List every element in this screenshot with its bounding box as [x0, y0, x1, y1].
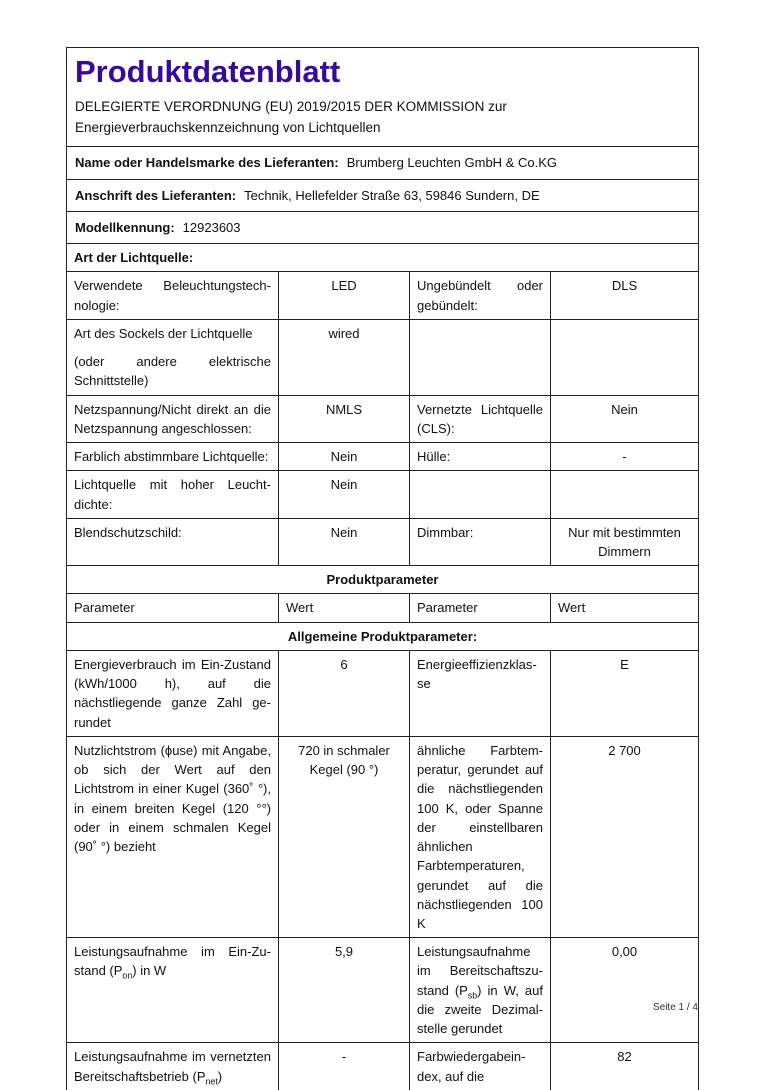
param-label: Art des Sockels der Lichtquelle — [74, 325, 253, 341]
regulation-text: DELEGIERTE VERORDNUNG (EU) 2019/2015 DER KOMMISSION zur Energieverbrauchskennzeichnung von Lichtquellen — [75, 98, 507, 135]
param-label: Energieverbrauch im Ein-Zustand (kWh/1000 h), auf die nächstliegende ganze Zahl gerundet — [67, 650, 279, 736]
column-header: Wert — [279, 594, 410, 622]
general-parameters-subheading: Allgemeine Produktparameter: — [67, 622, 699, 650]
column-header: Parameter — [67, 594, 279, 622]
model-id-row — [67, 211, 699, 243]
param-value: - — [279, 1043, 410, 1090]
param-label: Ungebündelt oder gebündelt: — [410, 272, 551, 319]
column-header: Parameter — [410, 594, 551, 622]
general-parameters-subheading-row — [67, 622, 699, 650]
column-header: Wert — [551, 594, 699, 622]
supplier-address-row — [67, 179, 699, 211]
param-label: Vernetzte Lichtquelle (CLS): — [410, 395, 551, 442]
subscript: sb — [467, 990, 478, 1001]
subscript: on — [122, 971, 133, 982]
param-label: Leistungsaufnahme im Bereitschaftszustand $(P_{sb})$ in W, auf die zweite Dezimalstelle gerundet — [410, 938, 551, 1043]
table-row — [67, 395, 699, 442]
page-number: Seite 1 / 4 — [652, 1002, 698, 1013]
param-value — [551, 471, 699, 518]
supplier-name-label: Name oder Handelsmarke des Lieferanten: — [75, 155, 339, 171]
param-label: Nutzlichtstrom (ϕuse) mit Angabe, ob sich der Wert auf den Lichtstrom in einer Kugel (360˚ °), in einem breiten Kegel (120 °°) oder in einem schmalen Kegel (90˚ °) bezieht — [67, 736, 279, 937]
param-label: Lichtquelle mit hoher Leuchtdichte: — [67, 471, 279, 518]
light-source-type-heading-row — [67, 244, 699, 272]
param-value: Nein — [279, 443, 410, 471]
page-title: Produktdatenblatt — [75, 54, 341, 89]
param-value: DLS — [551, 272, 699, 319]
product-datasheet-table — [66, 47, 699, 1090]
table-row-clipped — [67, 1043, 699, 1090]
param-label — [410, 319, 551, 395]
table-row — [67, 650, 699, 736]
light-source-type-heading: Art der Lichtquelle: — [74, 250, 194, 266]
param-value: 82 — [551, 1043, 699, 1090]
param-value: E — [551, 650, 699, 736]
param-value: NMLS — [279, 395, 410, 442]
param-label: Farblich abstimmbare Lichtquelle: — [67, 443, 279, 471]
param-value: Nein — [279, 471, 410, 518]
param-label — [410, 471, 551, 518]
param-label: ähnliche Farbtemperatur, gerundet auf die nächstliegenden 100 K, oder Spanne der einstellbaren ähnlichen Farbtemperaturen, gerundet auf die nächstliegenden 100 K — [410, 736, 551, 937]
param-label-continued: (oder andere elektrische Schnittstelle) — [74, 354, 271, 389]
param-label: Hülle: — [410, 443, 551, 471]
product-parameters-heading: Produktparameter — [67, 566, 699, 594]
table-row — [67, 471, 699, 518]
param-label: Leistungsaufnahme im Ein-Zustand $(P_{on})$ in W — [67, 938, 279, 1043]
supplier-address-label: Anschrift des Lieferanten: — [75, 187, 237, 203]
param-value: Nein — [279, 518, 410, 565]
supplier-name-row — [67, 147, 699, 179]
param-value: Nein — [551, 395, 699, 442]
param-label: Netzspannung/Nicht direkt an die Netzspannung angeschlossen: — [67, 395, 279, 442]
param-value: wired — [279, 319, 410, 395]
table-row — [67, 518, 699, 565]
param-value — [551, 319, 699, 395]
param-value: 2 700 — [551, 736, 699, 937]
param-label: Blendschutzschild: — [67, 518, 279, 565]
param-value: 5,9 — [279, 938, 410, 1043]
table-row — [67, 938, 699, 1043]
model-id-label: Modellkennung: — [75, 219, 175, 235]
column-header-row — [67, 594, 699, 622]
param-value: LED — [279, 272, 410, 319]
param-value: Nur mit bestimmten Dimmern — [551, 518, 699, 565]
table-row — [67, 736, 699, 937]
param-label: Verwendete Beleuchtungstechnologie: — [67, 272, 279, 319]
supplier-address-value: Technik, Hellefelder Straße 63, 59846 Sundern, DE — [244, 187, 540, 203]
table-row — [67, 319, 699, 395]
supplier-name-value: Brumberg Leuchten GmbH & Co.KG — [346, 155, 557, 171]
param-label: Energieeffizienzklasse — [410, 650, 551, 736]
param-value: 0,00 — [551, 938, 699, 1043]
title-row — [67, 48, 699, 147]
product-parameters-heading-row — [67, 566, 699, 594]
table-row — [67, 443, 699, 471]
model-id-value: 12923603 — [182, 219, 241, 235]
table-row — [67, 272, 699, 319]
param-value: 720 in schmaler Kegel (90 °) — [279, 736, 410, 937]
param-value: 6 — [279, 650, 410, 736]
subscript: net — [205, 1076, 218, 1087]
param-label: Farbwiedergabeindex, auf die — [410, 1043, 551, 1090]
param-label: Leistungsaufnahme im vernetzten Bereitschaftsbetrieb $(P_{net})$ — [67, 1043, 279, 1090]
param-label: Dimmbar: — [410, 518, 551, 565]
param-value: - — [551, 443, 699, 471]
